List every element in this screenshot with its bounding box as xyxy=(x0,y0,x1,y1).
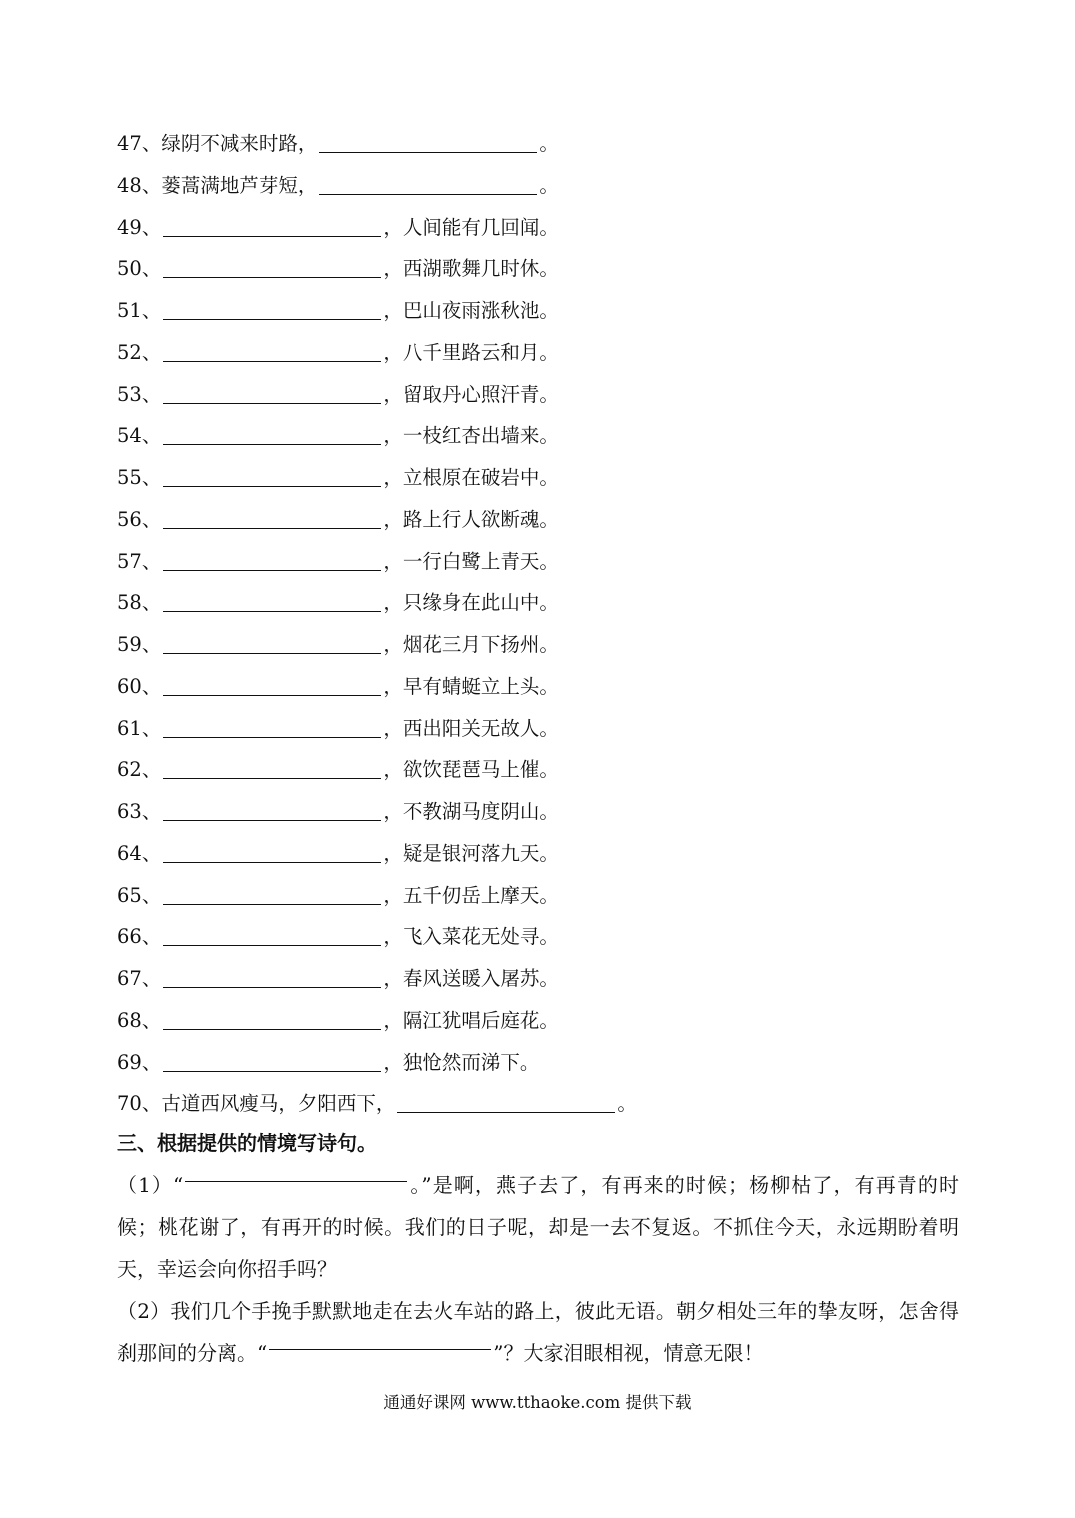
answer-blank[interactable] xyxy=(163,527,381,529)
given-text-after: ，路上行人欲断魂。 xyxy=(383,507,559,531)
question-number: 54、 xyxy=(117,424,162,448)
answer-blank[interactable] xyxy=(163,318,381,320)
question-2-suffix: ”？大家泪眼相视，情意无限！ xyxy=(493,1341,764,1365)
question-1-suffix: 。”是啊，燕子去了，有再来的时候；杨柳枯了，有再青的时候；桃花谢了，有再开的时候。我们的日子呢，却是一去不复返。不抓住今天，永远期盼着明天，幸运会向你招手吗？ xyxy=(117,1173,959,1281)
question-item xyxy=(117,922,559,952)
question-number: 67、 xyxy=(117,967,162,990)
given-text-after: ，一枝红杏出墙来。 xyxy=(383,424,559,448)
answer-blank[interactable] xyxy=(163,861,381,863)
scenario-question-2 xyxy=(117,1290,959,1374)
question-item xyxy=(117,1006,559,1036)
answer-blank[interactable] xyxy=(163,736,381,738)
question-number: 51、 xyxy=(117,299,162,322)
question-number: 47、 xyxy=(117,132,162,155)
question-item xyxy=(117,338,559,368)
given-text-after: ，五千仞岳上摩天。 xyxy=(383,883,559,907)
answer-blank[interactable] xyxy=(269,1348,491,1350)
question-number: 66、 xyxy=(117,925,162,949)
question-item xyxy=(117,839,559,869)
question-number: 59、 xyxy=(117,633,162,656)
given-text-after: ，人间能有几回闻。 xyxy=(383,215,559,239)
given-text-after: ，不教湖马度阴山。 xyxy=(383,800,559,823)
question-number: 53、 xyxy=(117,382,162,406)
answer-blank[interactable] xyxy=(163,610,381,612)
question-item xyxy=(117,505,559,535)
question-number: 61、 xyxy=(117,716,162,740)
answer-blank[interactable] xyxy=(163,360,381,362)
question-item xyxy=(117,1048,539,1078)
question-item xyxy=(117,380,559,410)
given-text-before: 绿阴不减来时路， xyxy=(161,132,318,155)
question-item xyxy=(117,588,559,618)
given-text-after: ，烟花三月下扬州。 xyxy=(383,633,559,656)
question-number: 48、 xyxy=(117,173,162,197)
answer-blank[interactable] xyxy=(163,652,381,654)
question-number: 62、 xyxy=(117,758,162,782)
question-number: 60、 xyxy=(117,674,162,698)
question-number: 50、 xyxy=(117,257,162,281)
question-item xyxy=(117,547,559,577)
scenario-question-1 xyxy=(117,1164,959,1290)
question-number: 63、 xyxy=(117,800,162,823)
answer-blank[interactable] xyxy=(397,1111,615,1113)
question-item xyxy=(117,630,559,660)
given-text-after: ，八千里路云和月。 xyxy=(383,340,559,364)
section-three-title: 三、根据提供的情境写诗句。 xyxy=(117,1131,377,1155)
question-2-prefix: （2）我们几个手挽手默默地走在去火车站的路上，彼此无语。朝夕相处三年的挚友呀，怎舍得刹那间的分离。“ xyxy=(117,1299,959,1365)
question-item xyxy=(117,881,559,911)
question-item xyxy=(117,213,559,243)
question-item xyxy=(117,129,559,159)
answer-blank[interactable] xyxy=(163,1070,381,1072)
answer-blank[interactable] xyxy=(163,235,381,237)
answer-blank[interactable] xyxy=(163,903,381,905)
answer-blank[interactable] xyxy=(163,1028,381,1030)
given-text-after: ，早有蜻蜓立上头。 xyxy=(383,674,559,698)
question-number: 57、 xyxy=(117,549,162,573)
given-text-after: 。 xyxy=(539,173,559,197)
question-number: 49、 xyxy=(117,215,162,239)
question-item xyxy=(117,755,559,785)
answer-blank[interactable] xyxy=(163,402,381,404)
answer-blank[interactable] xyxy=(185,1180,407,1182)
given-text-after: ，独怆然而涕下。 xyxy=(383,1050,540,1074)
question-item xyxy=(117,797,559,827)
given-text-after: 。 xyxy=(539,132,559,155)
question-item xyxy=(117,254,559,284)
question-item xyxy=(117,296,559,326)
question-item xyxy=(117,171,559,201)
footer-source: 通通好课网 www.tthaoke.com 提供下载 xyxy=(383,1393,692,1412)
answer-blank[interactable] xyxy=(163,819,381,821)
answer-blank[interactable] xyxy=(163,276,381,278)
given-text-after: ，留取丹心照汗青。 xyxy=(383,382,559,406)
question-number: 70、 xyxy=(117,1092,162,1116)
given-text-after: ，巴山夜雨涨秋池。 xyxy=(383,299,559,322)
question-item xyxy=(117,1089,637,1119)
given-text-after: ，立根原在破岩中。 xyxy=(383,466,559,489)
question-item xyxy=(117,964,559,994)
question-number: 52、 xyxy=(117,340,162,364)
given-text-before: 古道西风瘦马，夕阳西下， xyxy=(161,1092,396,1116)
answer-blank[interactable] xyxy=(163,986,381,988)
answer-blank[interactable] xyxy=(163,485,381,487)
question-item xyxy=(117,421,559,451)
given-text-after: ，西出阳关无故人。 xyxy=(383,716,559,740)
question-item xyxy=(117,463,559,493)
question-number: 64、 xyxy=(117,841,162,865)
question-number: 58、 xyxy=(117,591,162,615)
question-item xyxy=(117,714,559,744)
answer-blank[interactable] xyxy=(319,193,537,195)
answer-blank[interactable] xyxy=(163,694,381,696)
given-text-after: ，隔江犹唱后庭花。 xyxy=(383,1008,559,1032)
given-text-after: ，欲饮琵琶马上催。 xyxy=(383,758,559,782)
given-text-after: ，西湖歌舞几时休。 xyxy=(383,257,559,281)
answer-blank[interactable] xyxy=(163,944,381,946)
given-text-after: ，一行白鹭上青天。 xyxy=(383,549,559,573)
given-text-after: 。 xyxy=(617,1092,637,1116)
question-item xyxy=(117,672,559,702)
given-text-after: ，疑是银河落九天。 xyxy=(383,841,559,865)
question-number: 56、 xyxy=(117,507,162,531)
question-number: 68、 xyxy=(117,1008,162,1032)
given-text-before: 蒌蒿满地芦芽短， xyxy=(161,173,318,197)
answer-blank[interactable] xyxy=(163,569,381,571)
question-number: 69、 xyxy=(117,1050,162,1074)
answer-blank[interactable] xyxy=(319,151,537,153)
given-text-after: ，飞入菜花无处寻。 xyxy=(383,925,559,949)
given-text-after: ，只缘身在此山中。 xyxy=(383,591,559,615)
given-text-after: ，春风送暖入屠苏。 xyxy=(383,967,559,990)
answer-blank[interactable] xyxy=(163,443,381,445)
question-number: 55、 xyxy=(117,466,162,489)
question-1-prefix: （1）“ xyxy=(117,1173,184,1197)
question-number: 65、 xyxy=(117,883,162,907)
answer-blank[interactable] xyxy=(163,777,381,779)
